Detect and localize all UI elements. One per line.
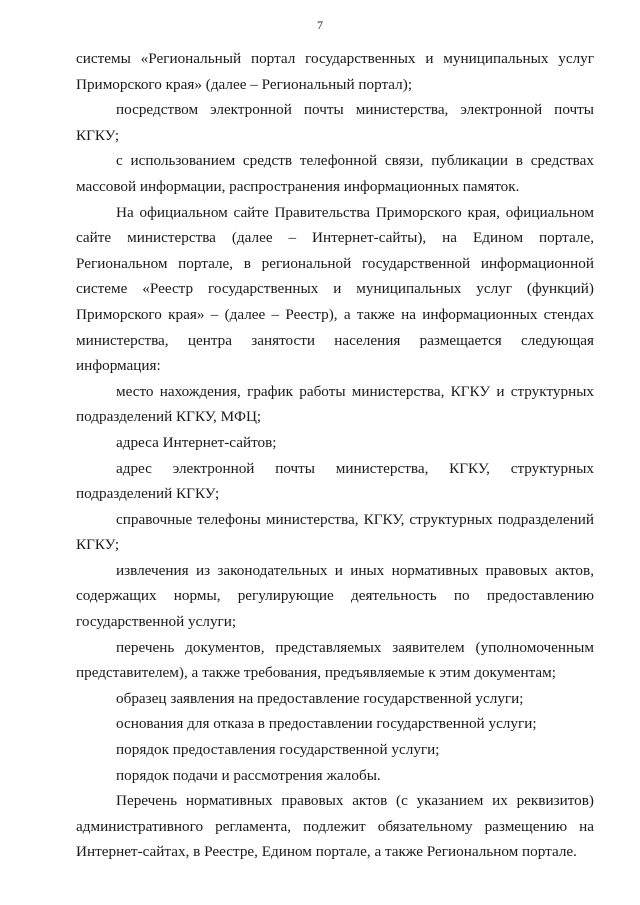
paragraph: Перечень нормативных правовых актов (с указанием их реквизитов) административного регламента, подлежит обязательному размещению на Интернет-сайтах, в Реестре, Едином портале, а также Региональном портале. [76,792,594,861]
page-number: 7 [317,18,323,32]
paragraph: системы «Региональный портал государственных и муниципальных услуг Приморского края» (далее – Региональный портал); [76,50,594,93]
list-item: перечень документов, представляемых заявителем (уполномоченным представителем), а также требования, предъявляемые к этим документам; [76,638,594,682]
page-body [76,46,594,865]
list-item: образец заявления на предоставление государственной услуги; [116,689,524,707]
list-item: адреса Интернет-сайтов; [116,433,277,451]
paragraph: посредством электронной почты министерства, электронной почты КГКУ; [76,101,594,144]
list-item: основания для отказа в предоставлении государственной услуги; [116,715,537,733]
list-item: место нахождения, график работы министерства, КГКУ и структурных подразделений КГКУ, МФЦ; [76,382,594,426]
list-item: справочные телефоны министерства, КГКУ, структурных подразделений КГКУ; [76,510,594,554]
list-item: порядок предоставления государственной услуги; [116,741,440,759]
list-item: порядок подачи и рассмотрения жалобы. [116,766,381,784]
paragraph: с использованием средств телефонной связи, публикации в средствах массовой информации, распространения информационных памяток. [76,152,594,195]
list-item: адрес электронной почты министерства, КГКУ, структурных подразделений КГКУ; [76,459,594,503]
list-item: извлечения из законодательных и иных нормативных правовых актов, содержащих нормы, регулирующие деятельность по предоставлению государственной услуги; [76,561,594,631]
paragraph: На официальном сайте Правительства Приморского края, официальном сайте министерства (далее – Интернет-сайты), на Едином портале, Региональном портале, в региональной государственной информационной системе «Реестр государственных и муниципальных услуг (функций) Приморского края» – (далее – Реестр), а также на информационных стендах министерства, центра занятости населения размещается следующая информация: [76,203,594,375]
